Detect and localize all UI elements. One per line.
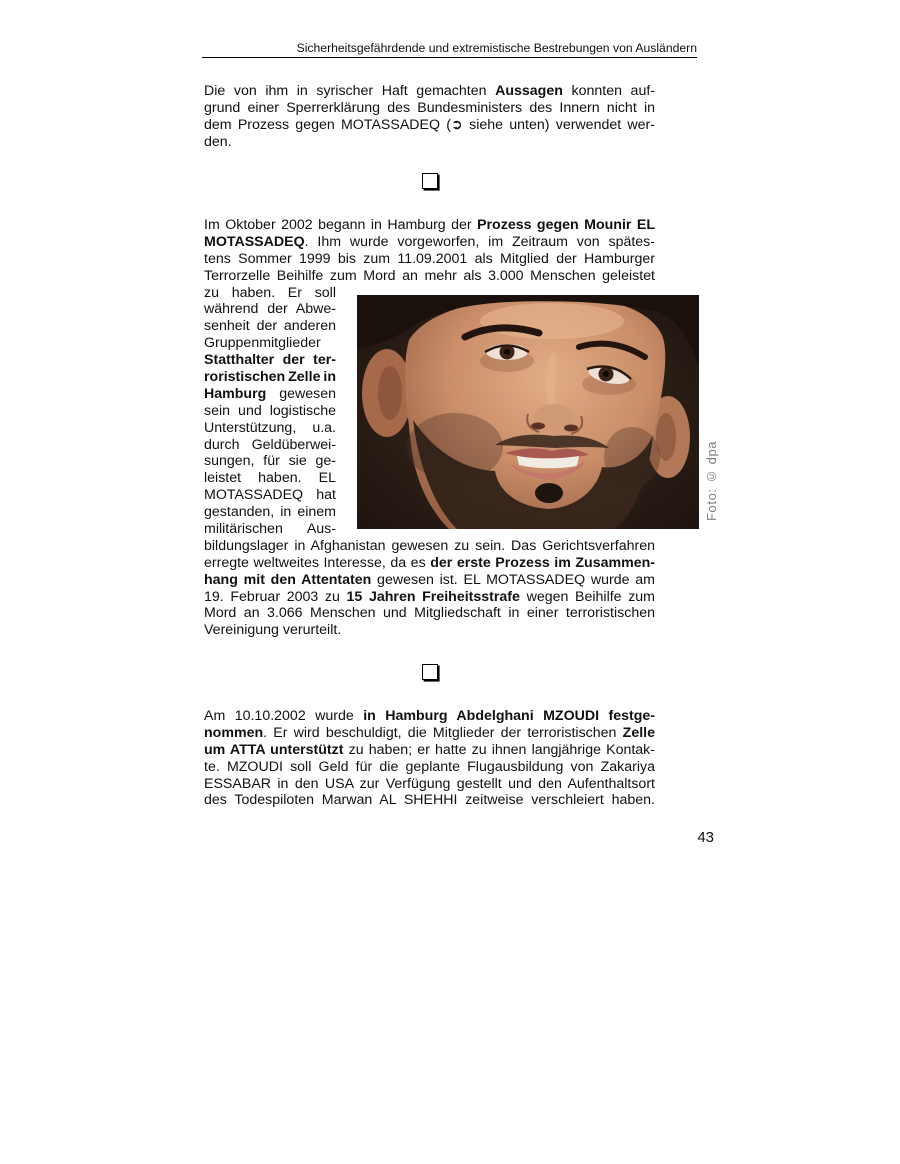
text-line-content: [204, 725, 655, 741]
bold-text: hang mit den Attentaten: [204, 571, 372, 588]
text-line-content: [204, 487, 336, 503]
text-line: [204, 555, 655, 572]
body-text: zu haben. Er soll: [204, 284, 336, 301]
body-text: während der Abwe-: [204, 301, 336, 318]
left-pupil: [504, 349, 510, 355]
text-line-content: [204, 605, 655, 621]
body-text: senheit der anderen: [204, 318, 336, 335]
text-line: [204, 792, 655, 809]
body-text: Die von ihm in syrischer Haft gemachten: [204, 83, 496, 99]
text-line-content: [204, 470, 336, 486]
text-line: [204, 318, 336, 335]
text-line-content: [204, 453, 336, 469]
chin-tuft: [535, 483, 563, 503]
page-number: 43: [697, 829, 714, 846]
body-text: gewesen ist. EL MOTASSADEQ wurde am: [371, 571, 656, 588]
body-text: gewesen: [266, 385, 336, 402]
header-rule: [202, 57, 697, 58]
text-line: [204, 83, 655, 100]
text-line-content: [204, 268, 655, 284]
body-text: Unterstützung, u.a.: [204, 419, 336, 436]
body-text: Terrorzelle Beihilfe zum Mord an mehr als 3.000 Menschen geleistet: [204, 267, 655, 284]
text-line-content: [204, 589, 655, 605]
bold-text: Statthalter der ter-: [204, 352, 336, 369]
text-line: [204, 605, 655, 622]
text-line: [204, 589, 655, 606]
bold-text: der erste Prozess im Zusammen-: [430, 554, 656, 571]
right-pupil: [603, 371, 609, 377]
text-line-content: [204, 555, 655, 571]
text-line: [204, 285, 336, 302]
body-text: leistet haben. EL: [204, 470, 336, 487]
body-text: bildungslager in Afghanistan gewesen zu sein. Das Gerichtsverfahren: [204, 537, 655, 554]
body-text: Mord an 3.066 Menschen und Mitgliedschaft in einer terroristischen: [204, 605, 655, 622]
body-text: tens Sommer 1999 bis zum 11.09.2001 als Mitglied der Hamburger: [204, 250, 655, 267]
text-line: [204, 134, 655, 151]
text-line-content: [204, 572, 655, 588]
bold-text: um ATTA unterstützt: [204, 741, 344, 758]
text-line: [204, 301, 336, 318]
text-line: [204, 742, 655, 759]
body-text: Am 10.10.2002 wurde: [204, 708, 364, 724]
body-text: des Todespiloten Marwan AL SHEHHI zeitweise verschleiert haben.: [204, 792, 655, 809]
body-text: ESSABAR in den USA zur Verfügung gestellt und den Aufenthaltsort: [204, 775, 655, 792]
body-text: zu haben; er hatte zu ihnen langjährige Kontak-: [343, 741, 655, 758]
body-text: sungen, für sie ge-: [204, 453, 336, 470]
text-line: [204, 725, 655, 742]
text-line-content: [204, 83, 655, 99]
text-line-content: [204, 100, 655, 116]
bold-text: Hamburg: [204, 385, 267, 402]
text-line: [204, 538, 655, 555]
text-line: [204, 437, 336, 454]
text-line-content: [204, 335, 321, 351]
text-line-content: [204, 318, 336, 334]
right-nostril: [564, 425, 578, 432]
section-separator-box: [422, 173, 438, 189]
body-text: wegen Beihilfe zum: [519, 588, 656, 605]
text-line: [204, 453, 336, 470]
body-text: den.: [204, 133, 232, 150]
text-line-content: [204, 792, 655, 808]
bold-text: nommen: [204, 724, 264, 741]
text-line: [204, 369, 336, 386]
bold-text: Prozess gegen Mounir EL: [477, 217, 655, 233]
forehead-highlight: [480, 303, 624, 339]
text-line: [204, 100, 655, 117]
text-line-content: [204, 437, 336, 453]
body-text: sein und logistische: [204, 402, 336, 419]
text-line: [204, 572, 655, 589]
text-line: [204, 487, 336, 504]
portrait-photo: [357, 295, 699, 529]
bold-text: 15 Jahren Freiheitsstrafe: [346, 588, 520, 605]
body-text: 19. Februar 2003 zu: [204, 588, 347, 605]
text-line: [204, 521, 336, 538]
body-text: . Ihm wurde vorgeworfen, im Zeitraum von spätes-: [304, 233, 655, 250]
text-line-content: [204, 369, 336, 385]
text-line-content: [204, 742, 655, 758]
text-line: [204, 776, 655, 793]
text-line: [204, 622, 655, 639]
left-ear-inner: [378, 366, 402, 420]
photo-credit-text: Foto: © dpa: [704, 440, 719, 521]
text-line-content: [204, 117, 655, 133]
text-line-content: [204, 622, 341, 638]
body-text: gestanden, in einem: [204, 504, 336, 521]
body-text: Vereinigung verurteilt.: [204, 622, 342, 639]
body-text: erregte weltweites Interesse, da es: [204, 554, 431, 571]
portrait-photo-image: [357, 295, 699, 529]
text-line-content: [204, 251, 655, 267]
paragraph-syrian-statements: [204, 83, 655, 151]
text-line-content: [204, 217, 655, 233]
text-line-content: [204, 776, 655, 792]
text-line-content: [204, 134, 232, 150]
body-text: grund einer Sperrerklärung des Bundesministers des Innern nicht in: [204, 99, 655, 116]
bold-text: roristischen Zelle in: [204, 369, 336, 386]
body-text: dem Prozess gegen MOTASSADEQ (➲ siehe unten) verwendet wer-: [204, 116, 655, 133]
body-text: te. MZOUDI soll Geld für die geplante Flugausbildung von Zakariya: [204, 758, 655, 775]
body-text: MOTASSADEQ hat: [204, 487, 336, 504]
text-line: [204, 403, 336, 420]
bold-text: MOTASSADEQ: [204, 233, 305, 250]
text-line-content: [204, 759, 655, 775]
text-line: [204, 217, 655, 234]
paragraph-mzoudi-arrest: [204, 708, 655, 809]
body-text: durch Geldüberwei-: [204, 436, 336, 453]
text-line: [204, 386, 336, 403]
text-line-content: [204, 352, 336, 368]
body-text: . Er wird beschuldigt, die Mitglieder der terroristischen: [263, 724, 623, 741]
text-line: [204, 504, 336, 521]
text-line-content: [204, 420, 336, 436]
bold-text: Aussagen: [495, 83, 563, 99]
text-line: [204, 234, 655, 251]
text-line-content: [204, 521, 336, 537]
text-line-content: [204, 538, 655, 554]
text-line: [204, 420, 336, 437]
bold-text: in Hamburg Abdelghani MZOUDI festge-: [363, 708, 655, 724]
text-line-content: [204, 285, 336, 301]
body-text: Gruppenmitglieder: [204, 335, 321, 352]
bold-text: Zelle: [622, 724, 655, 741]
text-line-content: [204, 234, 655, 250]
text-line: [204, 470, 336, 487]
text-line-content: [204, 403, 336, 419]
section-separator-box: [422, 664, 438, 680]
text-line: [204, 335, 336, 352]
body-text: militärischen Aus-: [204, 521, 336, 538]
body-text: Im Oktober 2002 begann in Hamburg der: [204, 217, 478, 233]
text-line-content: [204, 708, 655, 724]
text-line: [204, 708, 655, 725]
text-line: [204, 251, 655, 268]
text-line: [204, 759, 655, 776]
photo-credit: [704, 441, 720, 521]
running-header: Sicherheitsgefährdende und extremistische Bestrebungen von Ausländern: [296, 41, 697, 55]
text-line: [204, 117, 655, 134]
text-line-content: [204, 504, 336, 520]
text-line-content: [204, 386, 336, 402]
text-line: [204, 352, 336, 369]
nose-bridge: [551, 357, 553, 411]
text-line: [204, 268, 655, 285]
text-line-content: [204, 301, 336, 317]
body-text: konnten auf-: [562, 83, 655, 99]
